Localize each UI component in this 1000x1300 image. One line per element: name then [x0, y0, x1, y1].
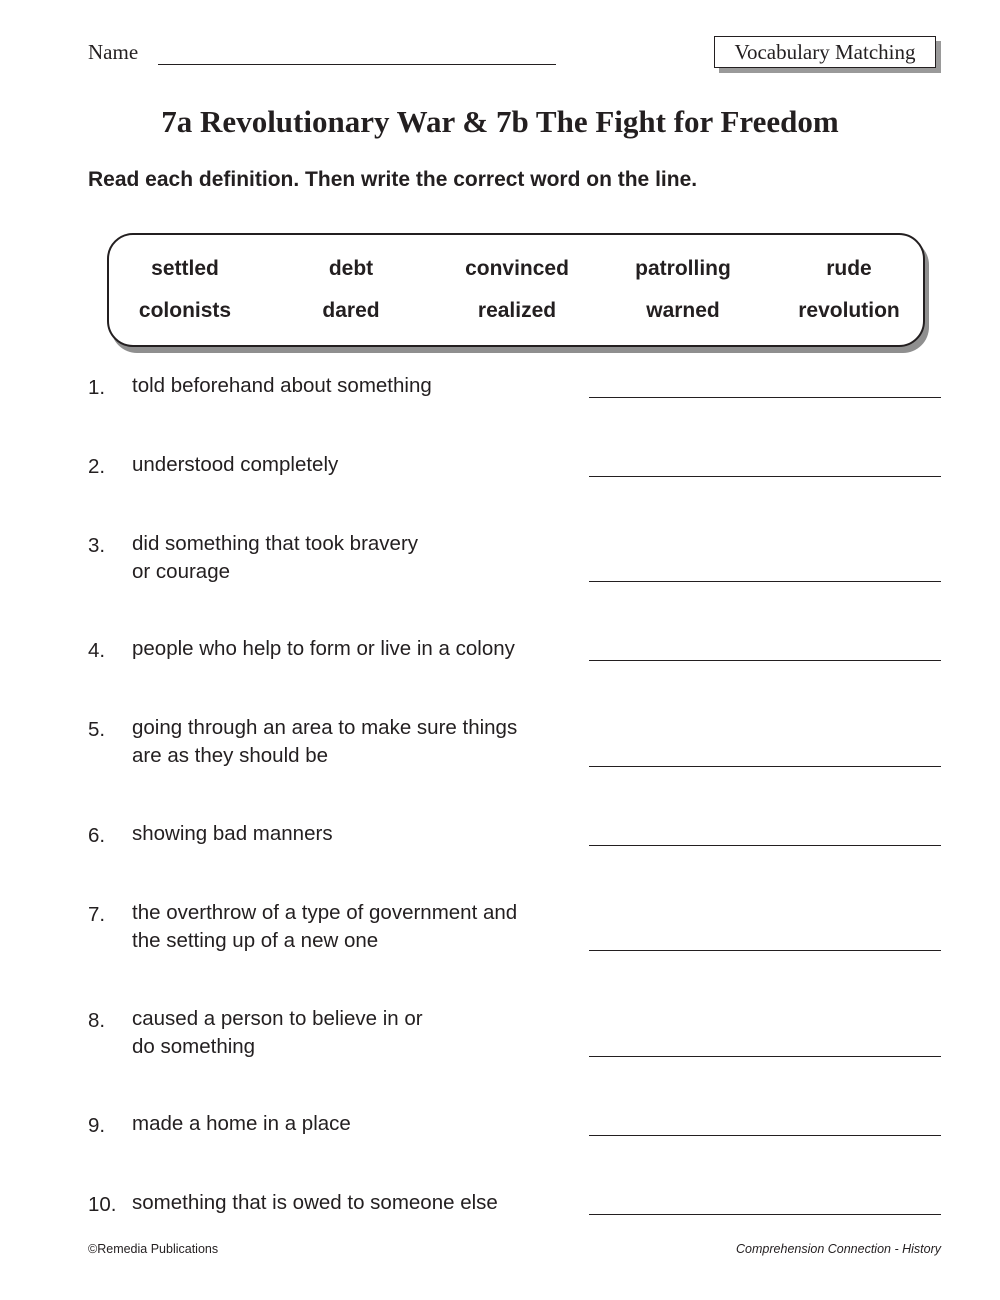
- item-definition: [132, 635, 515, 663]
- definition-line: did something that took bravery: [132, 532, 419, 555]
- name-label: Name: [88, 40, 139, 64]
- word-bank-word: colonists: [138, 299, 232, 322]
- definition-line: made a home in a place: [132, 1112, 351, 1135]
- item-number: 5.: [88, 718, 106, 741]
- word-bank-word: rude: [826, 257, 872, 280]
- word-bank-word: patrolling: [635, 257, 731, 280]
- item-number: 7.: [88, 903, 106, 926]
- answer-line[interactable]: [589, 476, 941, 477]
- definition-line: are as they should be: [132, 744, 329, 767]
- series-credit: Comprehension Connection - History: [736, 1242, 941, 1256]
- item-number: 8.: [88, 1009, 106, 1032]
- word-bank-word: warned: [646, 299, 720, 322]
- item-number: 10.: [88, 1193, 117, 1216]
- definition-line: going through an area to make sure things: [132, 716, 518, 739]
- instructions: Read each definition. Then write the correct word on the line.: [88, 168, 698, 191]
- definition-line: caused a person to believe in or: [132, 1007, 423, 1030]
- item-number: 9.: [88, 1114, 106, 1137]
- word-bank: [107, 233, 925, 347]
- answer-line[interactable]: [589, 766, 941, 767]
- definition-line: the overthrow of a type of government and: [132, 901, 518, 924]
- item-number: 3.: [88, 534, 106, 557]
- item-definition: [132, 1189, 498, 1217]
- item-number: 4.: [88, 639, 106, 662]
- item-definition: [132, 714, 517, 770]
- item-definition: [132, 820, 333, 848]
- definition-line: do something: [132, 1035, 256, 1058]
- answer-line[interactable]: [589, 950, 941, 951]
- item-definition: [132, 1005, 423, 1061]
- item-number: 6.: [88, 824, 106, 847]
- definition-line: people who help to form or live in a colony: [132, 637, 515, 660]
- item-number: 1.: [88, 376, 106, 399]
- word-bank-word: realized: [477, 299, 557, 322]
- answer-line[interactable]: [589, 660, 941, 661]
- answer-line[interactable]: [589, 1214, 941, 1215]
- item-definition: [132, 899, 517, 955]
- definition-line: told beforehand about something: [132, 374, 432, 397]
- answer-line[interactable]: [589, 845, 941, 846]
- item-definition: [132, 372, 432, 400]
- word-bank-word: revolution: [798, 299, 900, 322]
- item-definition: [132, 530, 418, 586]
- word-bank-word: convinced: [465, 257, 569, 280]
- word-bank-word: dared: [322, 299, 380, 322]
- publisher-credit: ©Remedia Publications: [88, 1242, 219, 1256]
- definition-line: something that is owed to someone else: [132, 1191, 498, 1214]
- answer-line[interactable]: [589, 581, 941, 582]
- name-field-line[interactable]: [158, 64, 556, 65]
- answer-line[interactable]: [589, 397, 941, 398]
- vocabulary-matching-badge: Vocabulary Matching: [714, 36, 936, 68]
- worksheet-title: 7a Revolutionary War & 7b The Fight for Freedom: [161, 104, 839, 139]
- item-definition: [132, 1110, 351, 1138]
- definition-line: the setting up of a new one: [132, 929, 379, 952]
- item-number: 2.: [88, 455, 106, 478]
- definition-line: understood completely: [132, 453, 339, 476]
- answer-line[interactable]: [589, 1056, 941, 1057]
- definition-line: showing bad manners: [132, 822, 333, 845]
- item-definition: [132, 451, 338, 479]
- definition-line: or courage: [132, 560, 231, 583]
- word-bank-word: debt: [328, 257, 374, 280]
- word-bank-word: settled: [151, 257, 219, 280]
- answer-line[interactable]: [589, 1135, 941, 1136]
